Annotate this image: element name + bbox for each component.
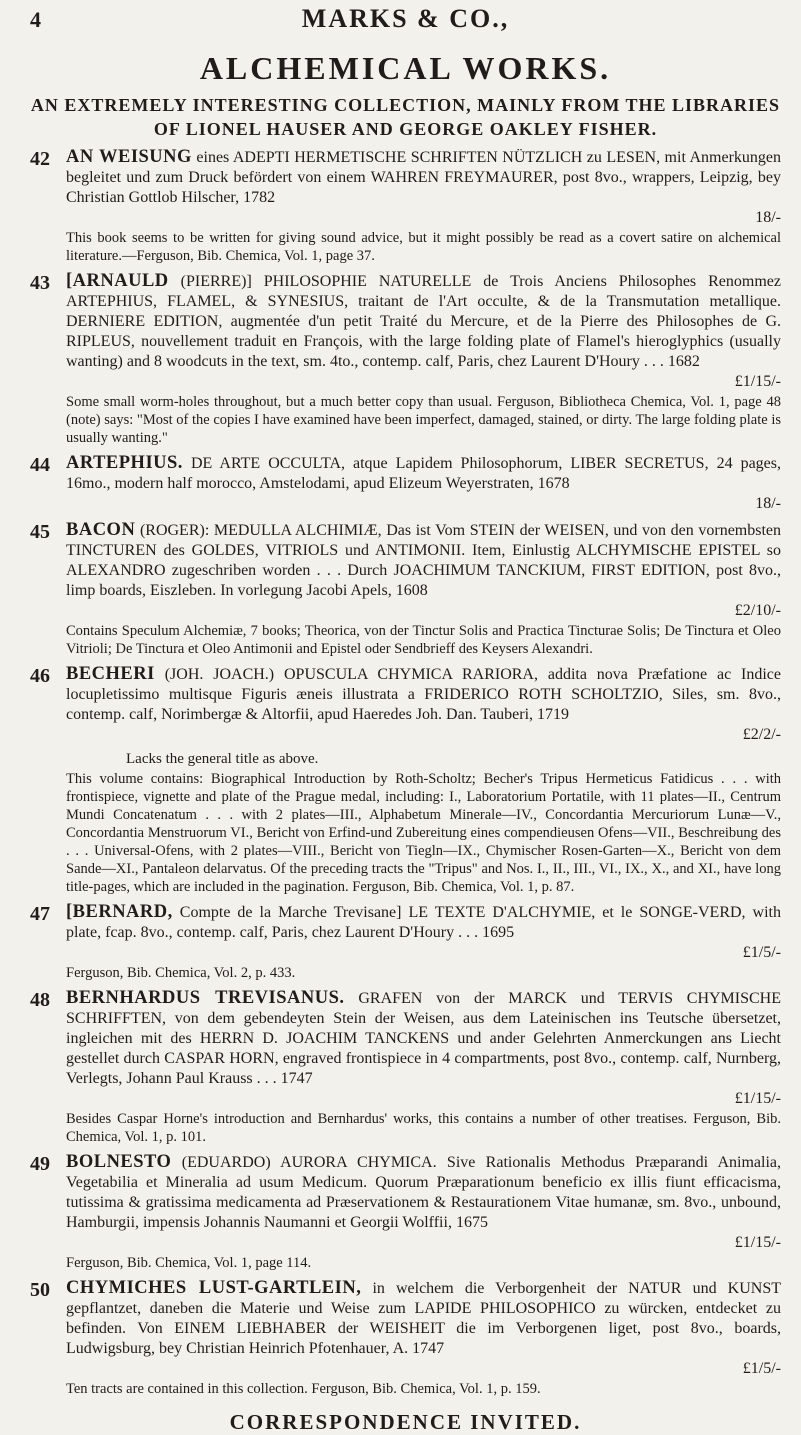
entry-lead: BOLNESTO	[66, 1152, 172, 1172]
page-number: 4	[30, 7, 41, 32]
entry-number: 44	[30, 454, 50, 476]
entry-number: 49	[30, 1153, 50, 1175]
page-header	[30, 0, 781, 44]
catalogue-entry	[30, 1278, 781, 1398]
entry-lead: AN WEISUNG	[66, 147, 192, 167]
entry-lead: BECHERI	[66, 664, 155, 684]
catalogue-entry	[30, 453, 781, 514]
entry-lead: ARTEPHIUS.	[66, 453, 183, 473]
entry-note: Ferguson, Bib. Chemica, Vol. 2, p. 433.	[66, 965, 296, 981]
catalogue-entry	[30, 1152, 781, 1272]
entry-note: Ferguson, Bib. Chemica, Vol. 1, page 114.	[66, 1255, 312, 1271]
entry-price: £1/5/-	[742, 1360, 781, 1377]
entry-lead: BERNHARDUS TREVISANUS.	[66, 988, 345, 1008]
entry-number: 47	[30, 903, 50, 925]
section-title: ALCHEMICAL WORKS.	[199, 50, 612, 86]
catalogue-entry	[30, 147, 781, 265]
entry-lacks: Lacks the general title as above.	[126, 751, 319, 767]
entry-price: £2/10/-	[734, 602, 781, 619]
catalogue-entry	[30, 664, 781, 896]
entry-text: (PIERRE)] PHILOSOPHIE NATURELLE de Trois Anciens Philosophes Renommez ARTEPHIUS, FLAMEL, & SYNESIUS, traitant de l'Art occulte, & de la Transmutation metallique. DERNIERE EDITION, augmentée d'un petit Traité du Mercure, et de la Pierre des Philosophes de G. RIPLEUS, nouvellement traduit en François, with the large folding plate of Flamel's hieroglyphics (usually wanting) and 8 woodcuts in the text, sm. 4to., contemp. calf, Paris, chez Laurent D'Houry . . . 1682	[66, 273, 782, 370]
entry-note: Contains Speculum Alchemiæ, 7 books; Theorica, von der Tinctur Solis and Practica Tincturae Solis; De Tinctura et Oleo Vitrioli; De Tinctura et Oleo Antimonii and Epistel oder Sendbrieff des Keysers Alexandri.	[66, 623, 781, 657]
entry-lead: [BERNARD,	[66, 902, 173, 922]
footer-note: CORRESPONDENCE INVITED.	[229, 1410, 582, 1434]
entry-text: (EDUARDO) AURORA CHYMICA. Sive Rationalis Methodus Præparandi Animalia, Vegetabilia et Mineralia ad usum Medicum. Quorum Præparationum beneficio ex illis fiunt efficacisma, tutissima & gratissima medicamenta ad Præservationem & Restaurationem Vitae humanæ, sm. 8vo., unbound, Hamburgii, impensis Johannis Naumanni et Georgii Wolffii, 1675	[66, 1154, 782, 1231]
entry-list	[30, 147, 781, 1398]
entry-text: Compte de la Marche Trevisane] LE TEXTE D'ALCHYMIE, et le SONGE-VERD, with plate, fcap. 8vo., contemp. calf, Paris, chez Laurent D'Houry . . . 1695	[66, 904, 782, 941]
entry-number: 42	[30, 148, 50, 170]
entry-price: £1/15/-	[734, 1234, 781, 1251]
entry-text: GRAFEN von der MARCK und TERVIS CHYMISCHE SCHRIFFTEN, von dem gebendeyten Stein der Weisen, aus dem Lateinischen ins Teutsche übersetzet, ingleichen mit des HERRN D. JOACHIM TANCKENS und ander Gelehrten Anmerckungen ans Liecht gestellet durch CASPAR HORN, engraved frontispiece in 4 compartments, post 8vo., contemp. calf, Nurnberg, Verlegts, Johann Paul Krauss . . . 1747	[66, 990, 782, 1087]
entry-number: 43	[30, 272, 50, 294]
entry-note: Besides Caspar Horne's introduction and Bernhardus' works, this contains a number of other treatises. Ferguson, Bib. Chemica, Vol. 1, p. 101.	[66, 1111, 781, 1145]
entry-text: (JOH. JOACH.) OPUSCULA CHYMICA RARIORA, addita nova Præfatione ac Indice locupletissimo multisque Figuris æneis illustrata a FRIDERICO ROTH SCHOLTZIO, Siles, sm. 8vo., contemp. calf, Norimbergæ & Altorfii, apud Haeredes Joh. Dan. Tauberi, 1719	[66, 666, 782, 723]
entry-price: £1/15/-	[734, 1090, 781, 1107]
entry-price: £2/2/-	[742, 726, 781, 743]
entry-price: 18/-	[755, 495, 781, 512]
catalogue-entry	[30, 271, 781, 447]
entry-number: 45	[30, 521, 50, 543]
entry-price: £1/5/-	[742, 944, 781, 961]
catalogue-entry	[30, 902, 781, 982]
catalogue-entry	[30, 520, 781, 658]
entry-price: £1/15/-	[734, 373, 781, 390]
entry-text: DE ARTE OCCULTA, atque Lapidem Philosophorum, LIBER SECRETUS, 24 pages, 16mo., modern half morocco, Amstelodami, apud Elizeum Weyerstraten, 1678	[66, 455, 782, 492]
entry-lead: [ARNAULD	[66, 271, 169, 291]
entry-text: (ROGER): MEDULLA ALCHIMIÆ, Das ist Vom STEIN der WEISEN, und von den vornembsten TINCTUREN des GOLDES, VITRIOLS und ANTIMONII. Item, Einlustig ALCHYMISCHE EPISTEL so ALEXANDRO zugeschriben worden . . . Durch JOACHIMUM TANCKIUM, FIRST EDITION, post 8vo., limp boards, Eiszleben. In vorlegung Jacobi Apels, 1608	[66, 522, 782, 599]
entry-number: 48	[30, 989, 50, 1011]
entry-price: 18/-	[755, 209, 781, 226]
entry-note: This volume contains: Biographical Introduction by Roth-Scholtz; Becher's Tripus Hermeticus Fatidicus . . . with frontispiece, vignette and plate of the Prague medal, including: I., Laboratorium Portatile, with 11 plates—II., Centrum Mundi Concatenatum . . . with 2 plates—III., Alphabetum Minerale—IV., Concordantia Mercuriorum Lunæ—V., Concordantia Menstruorum VI., Bericht von Erfind-und Zubereitung eines compendieusen Ofens—VII., Beschreibung des . . . Universal-Ofens, with 2 plates—VIII., Bericht von Tiegln—IX., Chymischer Rosen-Garten—X., Bericht von dem Sande—XI., Pantaleon delarvatus. Of the preceding tracts the "Tripus" and Nos. I., II., III., VI., IX., X., and XI., have long title-pages, which are included in the pagination. Ferguson, Bib. Chemica, Vol. 1, p. 87.	[66, 771, 781, 895]
entry-number: 50	[30, 1279, 50, 1301]
entry-note: This book seems to be written for giving sound advice, but it might possibly be read as a covert satire on alchemical literature.—Ferguson, Bib. Chemica, Vol. 1, page 37.	[66, 230, 781, 264]
entry-text: in welchem die Verborgenheit der NATUR und KUNST gepflantzet, daneben die Materie und Weise zum LAPIDE PHILOSOPHICO zu würcken, entdecket zu befinden. Von EINEM LIEBHABER der WEISHEIT die im Verborgenen liget, post 8vo., boards, Ludwigsburg, bey Christian Heinrich Pfotenhauer, A. 1747	[66, 1280, 782, 1357]
entry-text: eines ADEPTI HERMETISCHE SCHRIFTEN NÜTZLICH zu LESEN, mit Anmerkungen begleitet und zum Druck befördert von einem WAHREN FREYMAURER, post 8vo., wrappers, Leipzig, bey Christian Gottlob Hilscher, 1782	[66, 149, 782, 206]
catalogue-entry	[30, 988, 781, 1146]
entry-lead: BACON	[66, 520, 136, 540]
entry-note: Ten tracts are contained in this collection. Ferguson, Bib. Chemica, Vol. 1, p. 159.	[66, 1381, 541, 1397]
entry-number: 46	[30, 665, 50, 687]
entry-note: Some small worm-holes throughout, but a much better copy than usual. Ferguson, Bibliotheca Chemica, Vol. 1, page 48 (note) says: "Most of the copies I have examined have been imperfect, damaged, stained, or dirty. The large folding plate is usually wanting."	[66, 394, 781, 446]
running-title: MARKS & CO.,	[301, 4, 510, 33]
collection-line: AN EXTREMELY INTERESTING COLLECTION, MAINLY FROM THE LIBRARIES OF LIONEL HAUSER AND GEORGE OAKLEY FISHER.	[30, 95, 781, 139]
entry-lead: CHYMICHES LUST-GARTLEIN,	[66, 1278, 362, 1298]
